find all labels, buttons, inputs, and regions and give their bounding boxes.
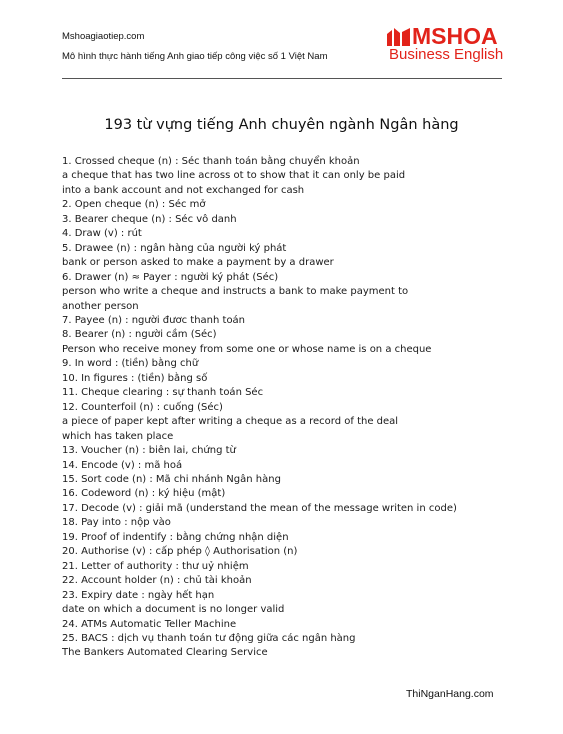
tagline: Mô hình thực hành tiếng Anh giao tiếp công việc số 1 Việt Nam xyxy=(62,51,328,62)
list-item: 13. Voucher (n) : biên lai, chứng từ xyxy=(62,445,236,457)
list-item: 14. Encode (v) : mã hoá xyxy=(62,459,183,471)
header-divider xyxy=(62,78,502,79)
list-item: bank or person asked to make a payment by a drawer xyxy=(62,257,334,269)
list-item: 3. Bearer cheque (n) : Séc vô danh xyxy=(62,213,237,225)
logo-subtitle: Business English xyxy=(389,46,504,63)
list-item: 1. Crossed cheque (n) : Séc thanh toán bằng chuyển khoản xyxy=(62,156,360,167)
logo-brand-text: MSHOA xyxy=(412,23,498,49)
list-item: which has taken place xyxy=(62,430,174,442)
list-item: 19. Proof of indentify : bằng chứng nhận diện xyxy=(62,531,289,543)
list-item: 8. Bearer (n) : người cầm (Séc) xyxy=(62,329,217,341)
list-item: 15. Sort code (n) : Mã chi nhánh Ngân hàng xyxy=(62,473,281,485)
list-item: 20. Authorise (v) : cấp phép ◊ Authorisation (n) xyxy=(62,546,298,558)
list-item: another person xyxy=(62,300,139,312)
list-item: 10. In figures : (tiền) bằng số xyxy=(62,372,208,384)
list-item: a cheque that has two line across ot to show that it can only be paid xyxy=(62,170,406,182)
list-item: 7. Payee (n) : người đươc thanh toán xyxy=(62,314,246,326)
list-item: 12. Counterfoil (n) : cuống (Séc) xyxy=(62,401,223,413)
list-item: 5. Drawee (n) : ngân hàng của người ký phát xyxy=(62,242,287,254)
list-item: 24. ATMs Automatic Teller Machine xyxy=(62,618,237,630)
list-item: 22. Account holder (n) : chủ tài khoản xyxy=(62,575,252,587)
list-item: 2. Open cheque (n) : Séc mở xyxy=(62,199,206,211)
list-item: 18. Pay into : nộp vào xyxy=(62,517,171,529)
list-item: 11. Cheque clearing : sự thanh toán Séc xyxy=(62,387,264,399)
brand-logo xyxy=(386,25,506,67)
list-item: a piece of paper kept after writing a cheque as a record of the deal xyxy=(62,416,399,428)
list-item: date on which a document is no longer valid xyxy=(62,604,285,616)
list-item: 4. Draw (v) : rút xyxy=(62,228,142,240)
site-name: Mshoagiaotiep.com xyxy=(62,31,145,42)
list-item: person who write a cheque and instructs a bank to make payment to xyxy=(62,286,409,298)
document-title: 193 từ vựng tiếng Anh chuyên ngành Ngân hàng xyxy=(104,117,459,133)
list-item: 6. Drawer (n) ≈ Payer : người ký phát (Séc) xyxy=(62,271,279,283)
list-item: 23. Expiry date : ngày hết hạn xyxy=(62,589,215,601)
list-item: 9. In word : (tiền) bằng chữ xyxy=(62,358,199,370)
list-item: 16. Codeword (n) : ký hiệu (mật) xyxy=(62,488,226,500)
list-item: into a bank account and not exchanged for cash xyxy=(62,184,305,196)
list-item: The Bankers Automated Clearing Service xyxy=(62,647,268,659)
vocabulary-list xyxy=(62,155,502,661)
logo-mark-icon xyxy=(386,27,412,47)
footer-site: ThiNganHang.com xyxy=(406,688,494,700)
list-item: 21. Letter of authority : thư uỷ nhiệm xyxy=(62,560,249,572)
list-item: 25. BACS : dịch vụ thanh toán tư động giữa các ngân hàng xyxy=(62,632,356,644)
list-item: Person who receive money from some one or whose name is on a cheque xyxy=(62,343,432,355)
list-item: 17. Decode (v) : giải mã (understand the mean of the message writen in code) xyxy=(62,502,457,514)
